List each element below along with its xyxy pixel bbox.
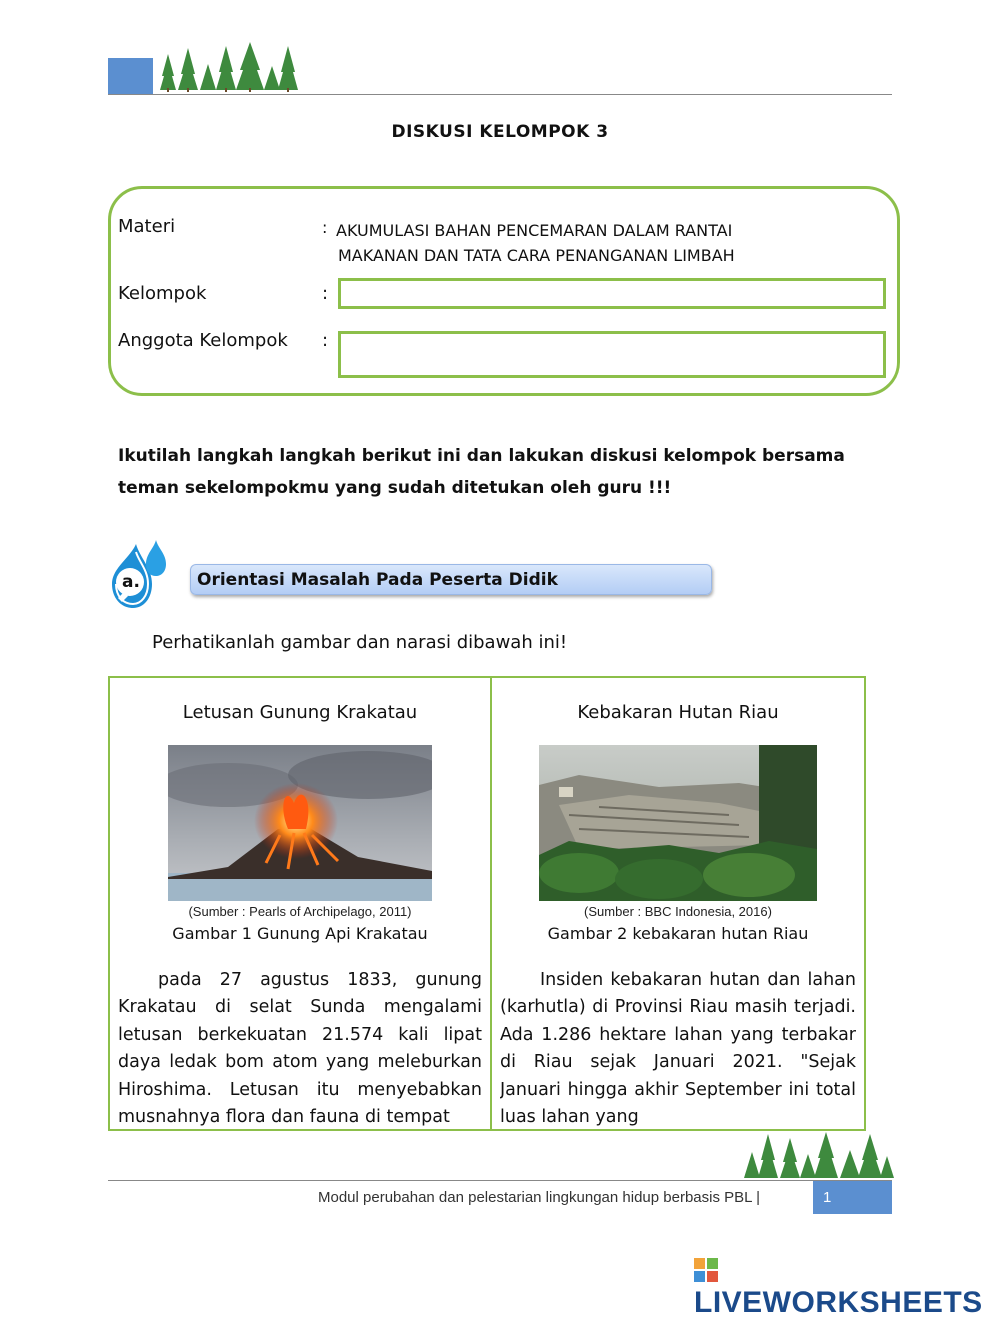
kelompok-colon: : [322, 283, 329, 304]
page-number: 1 [813, 1181, 892, 1214]
kelompok-label: Kelompok [118, 283, 207, 304]
right-paragraph [500, 967, 856, 1129]
anggota-input[interactable] [338, 331, 886, 378]
section-title-bar: Orientasi Masalah Pada Peserta Didik [190, 564, 712, 595]
left-col-title: Letusan Gunung Krakatau [182, 702, 418, 723]
forest-fire-image [539, 745, 817, 901]
pine-trees-header-icon [150, 40, 302, 92]
page-title: DISKUSI KELOMPOK 3 [391, 122, 609, 142]
left-source: (Sumber : Pearls of Archipelago, 2011) [188, 904, 412, 919]
anggota-label: Anggota Kelompok [118, 330, 288, 351]
right-source: (Sumber : BBC Indonesia, 2016) [584, 904, 772, 919]
materi-label: Materi [118, 216, 176, 237]
left-paragraph [118, 967, 482, 1129]
materi-line-1: AKUMULASI BAHAN PENCEMARAN DALAM RANTAI [336, 221, 733, 240]
right-caption: Gambar 2 kebakaran hutan Riau [547, 924, 809, 943]
header-rule [108, 94, 892, 95]
instruction-text: Ikutilah langkah langkah berikut ini dan lakukan diskusi kelompok bersama teman sekelompokmu yang sudah ditetukan oleh guru !!! [118, 446, 845, 498]
kelompok-input[interactable] [338, 278, 886, 309]
header-blue-square [108, 58, 153, 94]
right-col-title: Kebakaran Hutan Riau [577, 702, 779, 723]
left-paragraph-text: pada 27 agustus 1833, gunung Krakatau di selat Sunda mengalami letusan berkekuatan 21.574 kali lipat daya ledak bom atom yang meleburkan Hiroshima. Letusan itu menyebabkan musnahnya flora dan fauna di tempat [118, 970, 482, 1128]
volcano-image [168, 745, 432, 901]
materi-value [336, 218, 735, 268]
materi-colon: : [322, 218, 328, 237]
pine-trees-footer-icon [740, 1128, 894, 1180]
liveworksheets-watermark[interactable] [694, 1252, 1000, 1320]
left-caption: Gambar 1 Gunung Api Krakatau [172, 924, 428, 943]
water-drop-icon [106, 536, 186, 612]
footer-rule [108, 1180, 892, 1181]
section-letter: a. [122, 572, 140, 592]
anggota-colon: : [322, 330, 329, 351]
watermark-text: LIVEWORKSHEETS [694, 1286, 983, 1319]
intro-text: Perhatikanlah gambar dan narasi dibawah ini! [152, 632, 568, 653]
right-paragraph-text: Insiden kebakaran hutan dan lahan (karhutla) di Provinsi Riau masih terjadi. Ada 1.286 hektare lahan yang terbakar di Riau sejak Januari 2021. "Sejak Januari hingga akhir September ini total luas lahan yang [500, 970, 856, 1128]
materi-line-2: MAKANAN DAN TATA CARA PENANGANAN LIMBAH [338, 246, 735, 265]
liveworksheets-logo-icon [694, 1258, 718, 1282]
footer-text: Modul perubahan dan pelestarian lingkungan hidup berbasis PBL | [318, 1189, 760, 1206]
